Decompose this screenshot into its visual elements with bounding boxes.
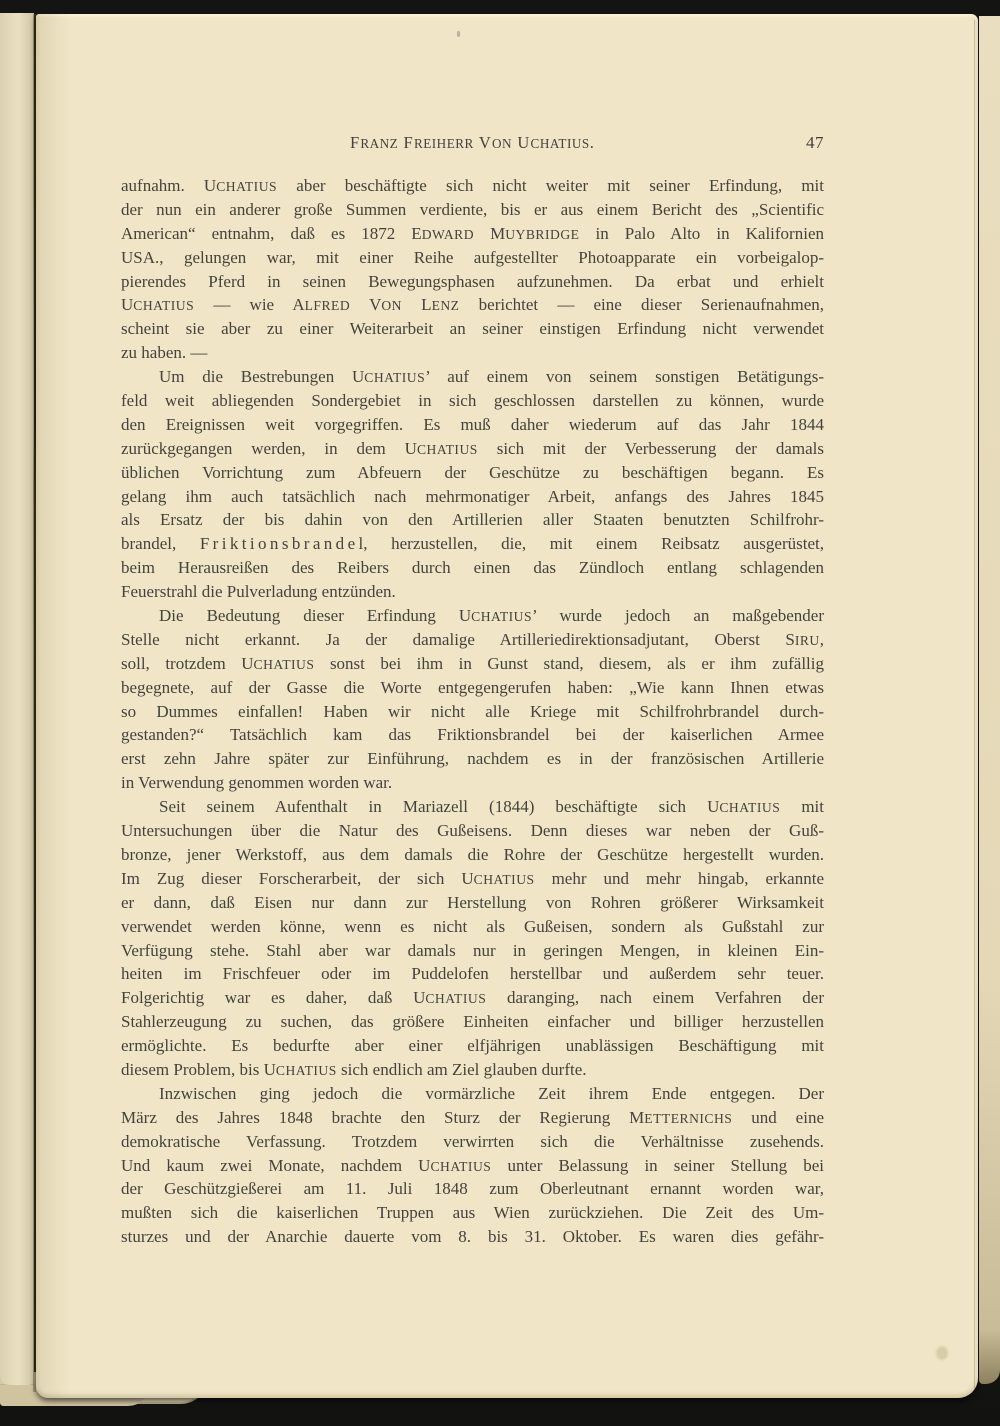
text-line: Folgerichtig war es daher, daß UCHATIUS daranging, nach einem Verfahren der	[121, 988, 824, 1008]
text-line: heiten im Frischfeuer oder im Puddelofen herstellbar und außerdem sehr teuer.	[121, 964, 824, 984]
text-line: Um die Bestrebungen UCHATIUS’ auf einem von seinem sonstigen Betätigungs-	[159, 367, 824, 387]
text-line: diesem Problem, bis UCHATIUS sich endlich am Ziel glauben durfte.	[121, 1059, 587, 1079]
text-line: soll, trotzdem UCHATIUS sonst bei ihm in Gunst stand, diesem, als er ihm zufällig	[121, 653, 824, 673]
text-line: UCHATIUS — wie ALFRED VON LENZ berichtet — eine dieser Serienaufnahmen,	[121, 295, 824, 315]
text-line: gelang ihm auch tatsächlich nach mehrmonatiger Arbeit, anfangs des Jahres 1845	[121, 486, 824, 506]
text-line: Verfügung stehe. Stahl aber war damals nur in geringen Mengen, in kleinen Ein-	[121, 940, 824, 960]
text-line: den Ereignissen weit vorgegriffen. Es muß daher wiederum auf das Jahr 1844	[121, 414, 824, 434]
text-line: scheint sie aber zu einer Weiterarbeit an seiner einstigen Erfindung nicht verwendet	[121, 319, 824, 339]
paragraph	[121, 1082, 824, 1249]
text-line: ermöglichte. Es bedurfte aber einer elfjährigen unablässigen Beschäftigung mit	[121, 1036, 824, 1056]
text-line: aufnahm. UCHATIUS aber beschäftigte sich nicht weiter mit seiner Erfindung, mit	[121, 176, 824, 195]
book-page	[36, 14, 978, 1398]
text-line: pierendes Pferd in seinen Bewegungsphasen aufzunehmen. Da erbat und erhielt	[121, 271, 824, 291]
body-text	[121, 174, 824, 1249]
text-line: Inzwischen ging jedoch die vormärzliche Zeit ihrem Ende entgegen. Der	[159, 1083, 824, 1103]
text-line: USA., gelungen war, mit einer Reihe aufgestellter Photoapparate ein vorbeigalop-	[121, 247, 824, 267]
text-line: üblichen Vorrichtung zum Abfeuern der Geschütze zu beschäftigen begann. Es	[121, 462, 824, 482]
text-line: als Ersatz der bis dahin von den Artillerien aller Staaten benutzten Schilfrohr-	[121, 510, 824, 530]
page-number: 47	[806, 133, 824, 152]
text-line: der nun ein anderer große Summen verdiente, bis er aus einem Bericht des „Scientific	[121, 199, 824, 219]
right-page-edge	[979, 16, 1000, 1384]
text-line: zu haben. —	[121, 343, 208, 363]
paragraph	[121, 604, 824, 795]
text-line: Seit seinem Aufenthalt in Mariazell (1844) beschäftigte sich UCHATIUS mit	[159, 797, 824, 817]
text-line: mußten sich die kaiserlichen Truppen aus Wien zurückziehen. Die Zeit des Um-	[121, 1203, 824, 1223]
text-line: Untersuchungen über die Natur des Gußeisens. Denn dieses war neben der Guß-	[121, 821, 824, 841]
text-line: American“ entnahm, daß es 1872 EDWARD MUYBRIDGE in Palo Alto in Kalifornien	[121, 223, 824, 243]
text-line: der Geschützgießerei am 11. Juli 1848 zum Oberleutnant ernannt worden war,	[121, 1179, 824, 1199]
paragraph	[121, 365, 824, 604]
text-line: so Dummes einfallen! Haben wir nicht alle Kriege mit Schilfrohrbrandel durch-	[121, 701, 824, 721]
text-line: gestanden?“ Tatsächlich kam das Friktionsbrandel bei der kaiserlichen Armee	[121, 725, 824, 745]
text-line: Und kaum zwei Monate, nachdem UCHATIUS unter Belassung in seiner Stellung bei	[121, 1155, 824, 1175]
scan-speck	[457, 31, 460, 37]
text-line: erst zehn Jahre später zur Einführung, nachdem es in der französischen Artillerie	[121, 749, 824, 769]
text-line: zurückgegangen werden, in dem UCHATIUS sich mit der Verbesserung der damals	[121, 438, 824, 458]
previous-page-shading	[0, 13, 34, 1385]
text-line: März des Jahres 1848 brachte den Sturz der Regierung METTERNICHS und eine	[121, 1107, 824, 1127]
scan-smudge	[936, 1346, 948, 1360]
text-line: Stahlerzeugung zu suchen, das größere Einheiten einfacher und billiger herzustellen	[121, 1012, 824, 1032]
running-header	[121, 131, 824, 155]
text-line: Feuerstrahl die Pulverladung entzünden.	[121, 582, 396, 602]
page-title: FRANZ FREIHERR VON UCHATIUS.	[349, 133, 596, 152]
text-line: feld weit abliegenden Sondergebiet in sich geschlossen darstellen zu können, wurde	[121, 391, 824, 411]
text-line: in Verwendung genommen worden war.	[121, 773, 393, 793]
paragraph	[121, 174, 824, 365]
text-line: Stelle nicht erkannt. Ja der damalige Artilleriedirektionsadjutant, Oberst SIRU,	[121, 629, 824, 649]
text-line: Die Bedeutung dieser Erfindung UCHATIUS’ wurde jedoch an maßgebender	[159, 606, 824, 626]
text-line: beim Herausreißen des Reibers durch einen das Zündloch entlang schlagenden	[121, 558, 824, 578]
text-line: verwendet werden könne, wenn es nicht als Gußeisen, sondern als Gußstahl zur	[121, 916, 824, 936]
text-line: demokratische Verfassung. Trotzdem verwirrten sich die Verhältnisse zusehends.	[121, 1131, 824, 1151]
text-line: er dann, daß Eisen nur dann zur Herstellung von Rohren größerer Wirksamkeit	[121, 892, 824, 912]
paragraph	[121, 795, 824, 1082]
text-line: begegnete, auf der Gasse die Worte entgegengerufen haben: „Wie kann Ihnen etwas	[121, 677, 824, 697]
text-line: bronze, jener Werkstoff, aus dem damals die Rohre der Geschütze hergestellt wurden.	[121, 844, 824, 864]
text-line: Im Zug dieser Forscherarbeit, der sich UCHATIUS mehr und mehr hingab, erkannte	[121, 868, 824, 888]
text-line: sturzes und der Anarchie dauerte vom 8. bis 31. Oktober. Es waren dies gefähr-	[121, 1227, 824, 1247]
text-line: brandel, F r i k t i o n s b r a n d e l, herzustellen, die, mit einem Reibsatz ausgerüstet,	[121, 534, 824, 554]
